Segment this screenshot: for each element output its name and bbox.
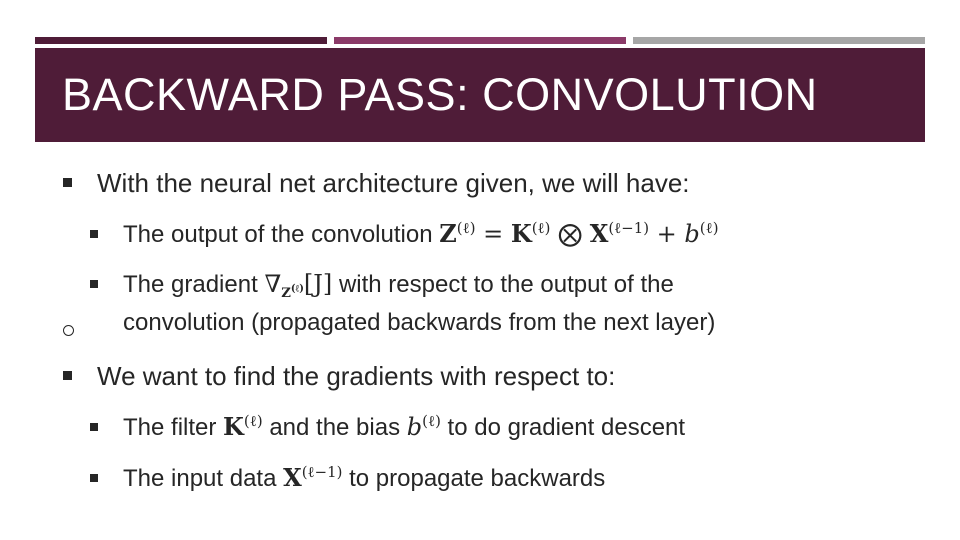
bullet-text: With the neural net architecture given, we will have: xyxy=(97,168,690,198)
bullet-convolution-output xyxy=(123,218,719,251)
square-bullet-icon xyxy=(63,371,72,380)
circle-bullet-icon xyxy=(63,325,74,336)
bullet-text: with respect to the output of the xyxy=(338,271,674,298)
square-bullet-icon xyxy=(90,230,98,238)
bullet-filter-bias: The filter $K^{(\ell)}$ and the bias $b^{(\ell)}$ to do gradient descent xyxy=(123,411,685,444)
equation-gradient: $\nabla_{Z^{(\ell)}}[J]$ xyxy=(264,270,333,301)
bullet-text: The input data xyxy=(123,465,277,492)
title-bar xyxy=(35,48,925,142)
equation-convolution: $Z^{(\ell)} = K^{(\ell)}$ ⨂ $X^{(\ell-1)} + b^{(\ell)}$ xyxy=(439,219,719,248)
bullet-text: The output of the convolution xyxy=(123,221,433,248)
bullet-gradient xyxy=(123,268,674,301)
bullet-text: convolution (propagated backwards from the next layer) xyxy=(123,309,716,336)
bullet-text: The gradient xyxy=(123,271,258,298)
bullet-find-gradients xyxy=(97,359,615,393)
bullet-text: to do gradient descent xyxy=(447,414,686,441)
accent-strip-plum xyxy=(334,37,626,44)
slide-title: BACKWARD PASS: CONVOLUTION xyxy=(62,69,818,120)
bullet-text: The filter xyxy=(123,414,217,441)
square-bullet-icon xyxy=(90,280,98,288)
bullet-architecture xyxy=(97,166,690,200)
square-bullet-icon xyxy=(90,474,98,482)
accent-strip-gray xyxy=(633,37,925,44)
bullet-text: We want to find the gradients with respect to: xyxy=(97,361,616,391)
accent-strip-dark xyxy=(35,37,327,44)
square-bullet-icon xyxy=(63,178,72,187)
square-bullet-icon xyxy=(90,423,98,431)
bullet-gradient-continued xyxy=(123,307,715,339)
bullet-input-data: The input data $X^{(\ell-1)}$ to propagate backwards xyxy=(123,462,605,495)
bullet-text: to propagate backwards xyxy=(349,465,606,492)
bullet-text: and the bias xyxy=(269,414,401,441)
